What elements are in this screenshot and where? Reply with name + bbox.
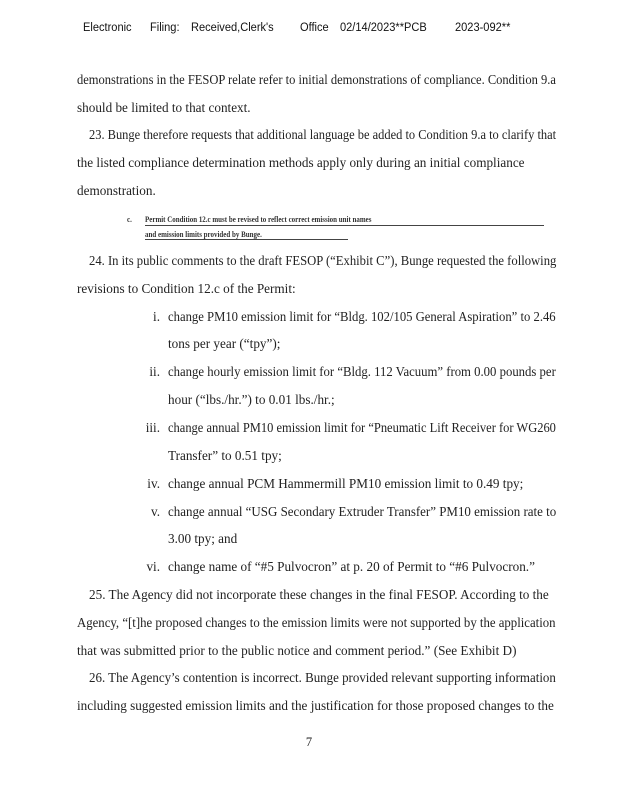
list-item-text: change annual PM10 emission limit for “Pneumatic Lift Receiver for WG260 — [168, 420, 556, 435]
paragraph-25-line-1: 25. The Agency did not incorporate these changes in the final FESOP. According to the — [89, 587, 549, 602]
list-item-text-cont: 3.00 tpy; and — [168, 531, 238, 546]
paragraph-24-line-2: revisions to Condition 12.c of the Permit: — [77, 281, 296, 296]
header-case-number: 2023-092** — [455, 20, 511, 34]
page-number: 7 — [305, 735, 313, 749]
list-item-text: change name of “#5 Pulvocron” at p. 20 of Permit to “#6 Pulvocron.” — [168, 559, 535, 574]
body-line-1: demonstrations in the FESOP relate refer to initial demonstrations of compliance. Condition 9.a — [77, 72, 556, 87]
header-office: Office — [300, 20, 329, 34]
paragraph-23-line-1: 23. Bunge therefore requests that additional language be added to Condition 9.a to clarify that — [89, 127, 557, 142]
list-item-text-cont: hour (“lbs./hr.”) to 0.01 lbs./hr.; — [168, 392, 335, 407]
paragraph-26-line-2: including suggested emission limits and the justification for those proposed changes to the — [77, 698, 554, 713]
list-item-number: i. — [153, 309, 160, 324]
filing-header — [0, 20, 618, 38]
header-electronic: Electronic — [83, 20, 132, 34]
paragraph-26-line-1: 26. The Agency’s contention is incorrect. Bunge provided relevant supporting information — [89, 670, 556, 685]
paragraph-23-line-3: demonstration. — [77, 183, 156, 198]
list-item-text: change hourly emission limit for “Bldg. 112 Vacuum” from 0.00 pounds per — [168, 364, 556, 379]
subheading-underline-2 — [145, 239, 348, 240]
list-item-text: change annual “USG Secondary Extruder Transfer” PM10 emission rate to — [168, 504, 557, 519]
subheading-line-1: Permit Condition 12.c must be revised to reflect correct emission unit names — [145, 214, 372, 224]
list-item-number: iii. — [145, 420, 160, 435]
header-date: 02/14/2023**PCB — [340, 20, 427, 34]
list-item-text-cont: Transfer” to 0.51 tpy; — [168, 448, 282, 463]
paragraph-25-line-3: that was submitted prior to the public notice and comment period.” (See Exhibit D) — [77, 643, 517, 658]
list-item-number: iv. — [147, 476, 160, 491]
paragraph-25-line-2: Agency, “[t]he proposed changes to the emission limits were not supported by the application — [77, 615, 556, 630]
paragraph-24-line-1: 24. In its public comments to the draft FESOP (“Exhibit C”), Bunge requested the following — [89, 253, 557, 268]
body-line-2: should be limited to that context. — [77, 100, 251, 115]
list-item-number: vi. — [146, 559, 160, 574]
subheading-line-2: and emission limits provided by Bunge. — [145, 229, 262, 239]
list-item-number: v. — [150, 504, 160, 519]
list-item-number: ii. — [149, 364, 160, 379]
list-item-text: change PM10 emission limit for “Bldg. 102/105 General Aspiration” to 2.46 — [168, 309, 556, 324]
header-received: Received,Clerk's — [191, 20, 274, 34]
list-item-text: change annual PCM Hammermill PM10 emission limit to 0.49 tpy; — [168, 476, 524, 491]
paragraph-23-line-2: the listed compliance determination methods apply only during an initial compliance — [77, 155, 525, 170]
list-item-text-cont: tons per year (“tpy”); — [168, 336, 281, 351]
header-filing: Filing: — [150, 20, 180, 34]
subheading-label: c. — [127, 214, 132, 224]
subheading-underline-1 — [145, 225, 544, 226]
